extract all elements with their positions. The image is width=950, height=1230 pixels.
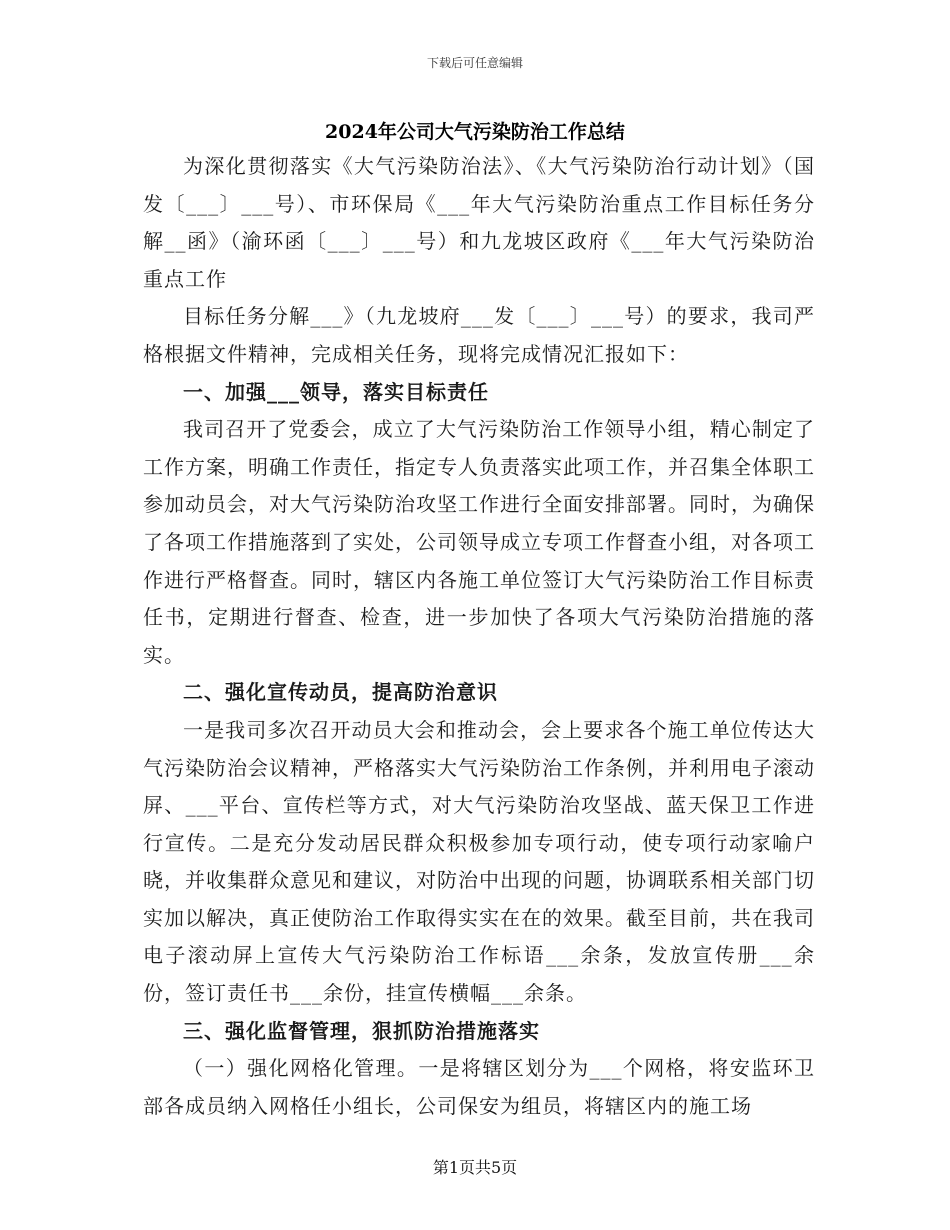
- page-footer: 第1页共5页: [432, 1158, 518, 1177]
- document-body: [143, 148, 815, 1125]
- section-paragraph-2: 一是我司多次召开动员大会和推动会，会上要求各个施工单位传达大气污染防治会议精神，严格落实大气污染防治工作条例，并利用电子滚动屏、___平台、宣传栏等方式，对大气污染防治攻坚战、蓝天保卫工作进行宣传。二是充分发动居民群众积极参加专项行动，使专项行动家喻户晓，并收集群众意见和建议，对防治中出现的问题，协调联系相关部门切实加以解决，真正使防治工作取得实实在在的效果。截至目前，共在我司电子滚动屏上宣传大气污染防治工作标语___余条，发放宣传册___余份，签订责任书___余份，挂宣传横幅___余条。: [143, 717, 815, 1006]
- document-title: 2024年公司大气污染防治工作总结: [325, 121, 625, 143]
- section-heading-2: 二、强化宣传动员，提高防治意识: [183, 680, 498, 705]
- section-heading-1: 一、加强___领导，落实目标责任: [183, 379, 489, 404]
- section-paragraph-3: （一）强化网格化管理。一是将辖区划分为___个网格，将安监环卫部各成员纳入网格任小组长，公司保安为组员，将辖区内的施工场: [143, 1056, 815, 1118]
- intro-paragraph-1: 为深化贯彻落实《大气污染防治法》、《大气污染防治行动计划》（国发〔___〕___号）、市环保局《___年大气污染防治重点工作目标任务分解__函》（渝环函〔___〕___号）和九龙坡区政府《___年大气污染防治重点工作: [143, 154, 815, 291]
- header-note: 下载后可任意编辑: [426, 56, 523, 70]
- section-heading-3: 三、强化监督管理，狠抓防治措施落实: [183, 1018, 540, 1043]
- section-paragraph-1: 我司召开了党委会，成立了大气污染防治工作领导小组，精心制定了工作方案，明确工作责任，指定专人负责落实此项工作，并召集全体职工参加动员会，对大气污染防治攻坚工作进行全面安排部署。同时，为确保了各项工作措施落到了实处，公司领导成立专项工作督查小组，对各项工作进行严格督查。同时，辖区内各施工单位签订大气污染防治工作目标责任书，定期进行督查、检查，进一步加快了各项大气污染防治措施的落实。: [143, 417, 815, 667]
- intro-paragraph-2: 目标任务分解___》（九龙坡府___发〔___〕___号）的要求，我司严格根据文件精神，完成相关任务，现将完成情况汇报如下：: [143, 304, 815, 366]
